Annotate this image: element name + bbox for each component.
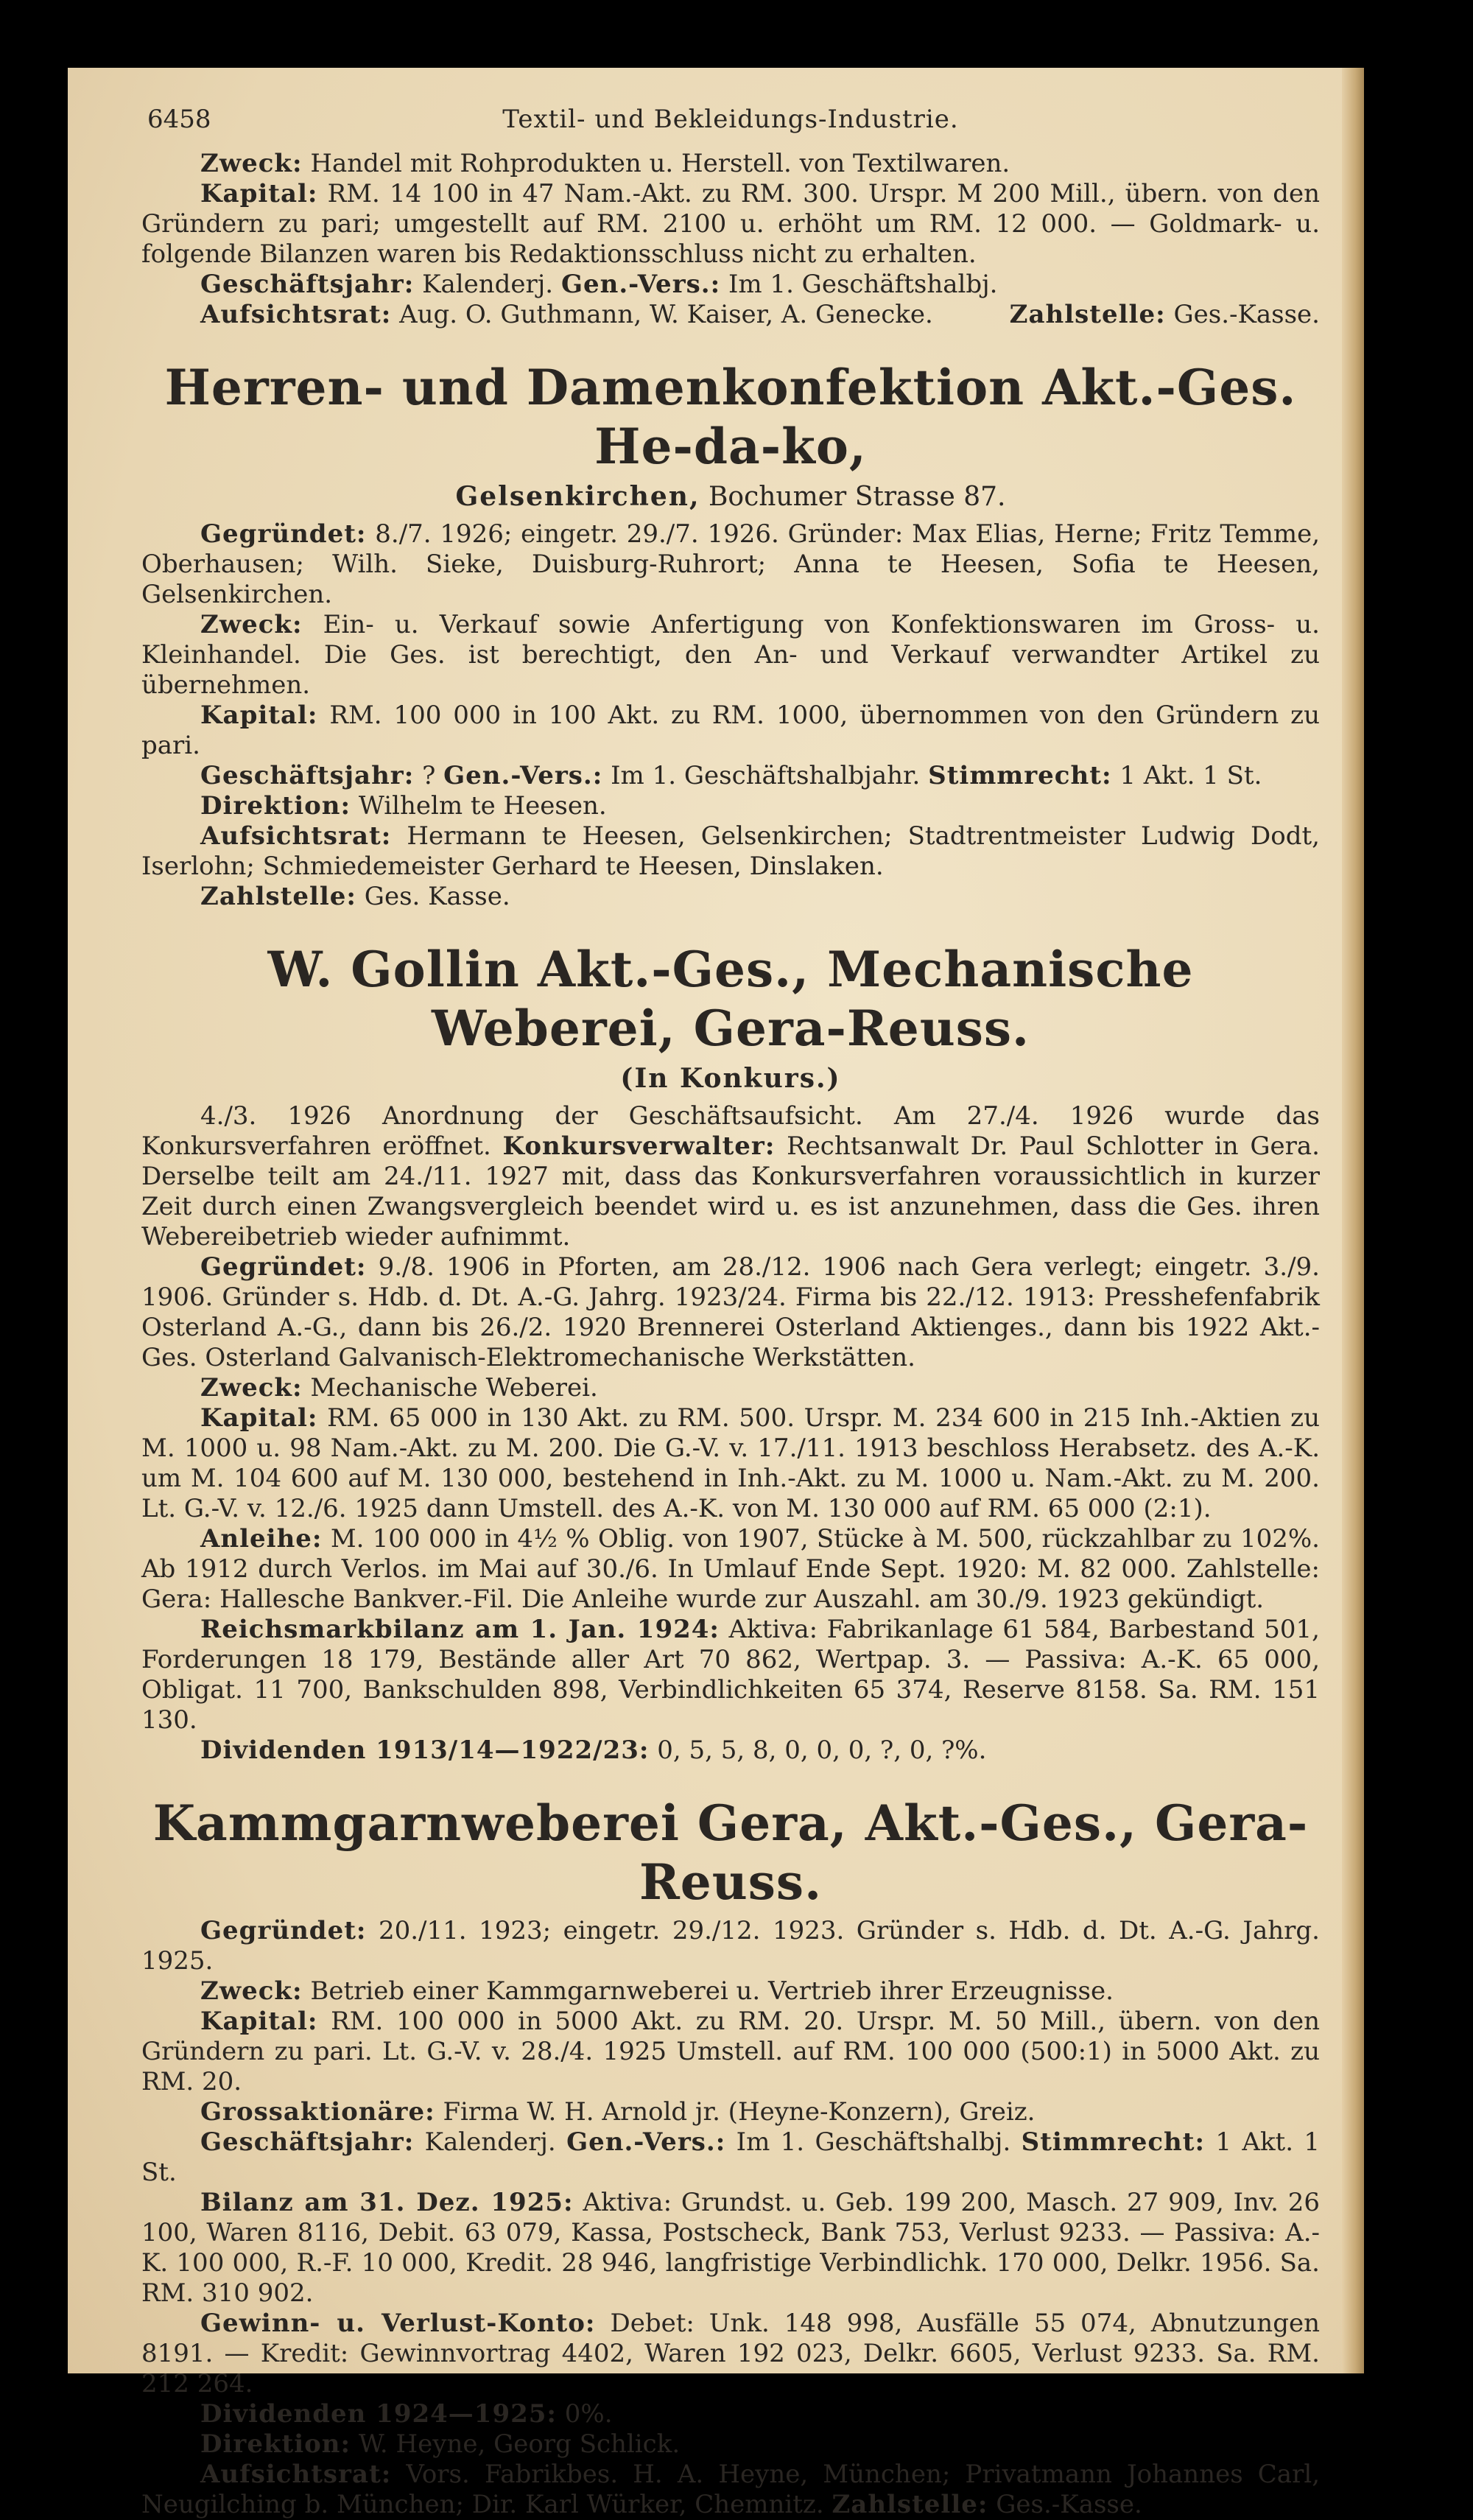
dividenden-text: 0, 5, 5, 8, 0, 0, 0, ?, 0, ?%.	[657, 1735, 987, 1765]
gv-label: Gen.-Vers.:	[566, 2127, 726, 2157]
zahlstelle-label: Zahlstelle:	[200, 882, 356, 911]
entry-hedako	[141, 358, 1320, 912]
geschaeftsjahr-label: Geschäftsjahr:	[200, 2127, 415, 2157]
gegruendet-paragraph	[141, 519, 1320, 610]
zahlstelle-text: Ges. Kasse.	[364, 882, 510, 911]
aufsichtsrat-paragraph	[141, 300, 933, 330]
geschaeftsjahr-text: Kalenderj.	[424, 2127, 556, 2157]
geschaeftsjahr-label: Geschäftsjahr:	[200, 761, 415, 790]
aufsichtsrat-text: Hermann te Heesen, Gelsenkirchen; Stadtrentmeister Ludwig Dodt, Iserlohn; Schmiedemeister Gerhard te Heesen, Dinslaken.	[141, 821, 1320, 881]
geschaeftsjahr-label: Geschäftsjahr:	[200, 270, 415, 299]
grossaktionaere-paragraph	[141, 2097, 1320, 2127]
dividenden-paragraph	[141, 2399, 1320, 2429]
company-title: W. Gollin Akt.-Ges., Mechanische Weberei, Gera-Reuss.	[267, 941, 1194, 1057]
company-title: Herren- und Damenkonfektion Akt.-Ges. He-da-ko,	[164, 359, 1297, 475]
page-number: 6458	[147, 105, 211, 134]
guv-paragraph	[141, 2309, 1320, 2399]
geschaeftsjahr-paragraph	[141, 2127, 1320, 2188]
zahlstelle-paragraph	[1010, 300, 1320, 330]
intro-text-a: 4./3. 1926 Anordnung der Geschäftsaufsicht. Am 27./4. 1926 wurde das Konkursverfahren eröffnet.	[141, 1101, 1320, 1161]
kapital-paragraph	[141, 701, 1320, 761]
stimmrecht-text: 1 Akt. 1 St.	[141, 2127, 1321, 2187]
intro-paragraph	[141, 1101, 1320, 1252]
gv-label: Gen.-Vers.:	[443, 761, 603, 790]
geschaeftsjahr-paragraph	[141, 761, 1320, 791]
konkursverwalter-label: Konkursverwalter:	[502, 1131, 776, 1161]
running-title: Textil- und Bekleidungs-Industrie.	[502, 105, 959, 134]
guv-label: Gewinn- u. Verlust-Konto:	[200, 2309, 596, 2338]
aufsichtsrat-paragraph	[141, 821, 1320, 882]
entry-gollin	[141, 940, 1320, 1766]
direktion-label: Direktion:	[200, 2429, 351, 2459]
running-header	[141, 90, 1320, 149]
dividenden-label: Dividenden 1924—1925:	[200, 2399, 557, 2429]
guv-text: Debet: Unk. 148 998, Ausfälle 55 074, Abnutzungen 8191. — Kredit: Gewinnvortrag 4402, Waren 192 023, Delkr. 6605, Verlust 9233. Sa. RM. 212 264.	[141, 2309, 1320, 2398]
gegruendet-text: 8./7. 1926; eingetr. 29./7. 1926. Gründer: Max Elias, Herne; Fritz Temme, Oberhausen; Wilh. Sieke, Duisburg-Ruhrort; Anna te Heesen, Sofia te Heesen, Gelsenkirchen.	[141, 519, 1320, 609]
zahlstelle-paragraph	[141, 882, 1320, 912]
dividenden-label: Dividenden 1913/14—1922/23:	[200, 1735, 650, 1765]
geschaeftsjahr-text: ?	[422, 761, 436, 790]
gv-text: Im 1. Geschäftshalbj.	[736, 2127, 1011, 2157]
aufsichtsrat-label: Aufsichtsrat:	[200, 2460, 392, 2489]
stimmrecht-label: Stimmrecht:	[1021, 2127, 1206, 2157]
direktion-text: Wilhelm te Heesen.	[358, 791, 607, 821]
kapital-text: RM. 100 000 in 5000 Akt. zu RM. 20. Urspr. M. 50 Mill., übern. von den Gründern zu pari. Lt. G.-V. v. 28./4. 1925 Umstell. auf RM. 100 000 (500:1) in 5000 Akt. zu RM. 20.	[141, 2007, 1320, 2096]
kapital-paragraph	[141, 2007, 1320, 2097]
zweck-label: Zweck:	[200, 610, 303, 639]
stimmrecht-text: 1 Akt. 1 St.	[1119, 761, 1262, 790]
zahlstelle-label: Zahlstelle:	[1009, 300, 1166, 329]
aufsichtsrat-row	[141, 300, 1320, 330]
zweck-text: Mechanische Weberei.	[310, 1373, 598, 1403]
gegruendet-paragraph	[141, 1916, 1320, 1976]
company-status	[141, 1062, 1320, 1095]
dividenden-text: 0%.	[564, 2399, 613, 2429]
aufsichtsrat-text: Aug. O. Guthmann, W. Kaiser, A. Genecke.	[399, 300, 933, 329]
geschaeftsjahr-paragraph	[141, 270, 1320, 300]
company-title: Kammgarnweberei Gera, Akt.-Ges., Gera-Reuss.	[152, 1794, 1309, 1911]
zahlstelle-text: Ges.-Kasse.	[996, 2490, 1142, 2519]
company-location	[141, 480, 1320, 513]
zweck-text: Handel mit Rohprodukten u. Herstell. von Textilwaren.	[310, 149, 1010, 178]
zweck-label: Zweck:	[200, 1976, 303, 2006]
bilanz-label: Bilanz am 31. Dez. 1925:	[200, 2188, 574, 2217]
kapital-paragraph	[141, 1403, 1320, 1524]
zweck-paragraph	[141, 149, 1320, 179]
entry-continued	[141, 149, 1320, 330]
gegruendet-label: Gegründet:	[200, 519, 367, 549]
bilanz-text: Aktiva: Grundst. u. Geb. 199 200, Masch. 27 909, Inv. 26 100, Waren 8116, Debit. 63 079, Kassa, Postscheck, Bank 753, Verlust 9233. — Passiva: A.-K. 100 000, R.-F. 10 000, Kredit. 28 946, langfristige Verbindlichk. 170 000, Delkr. 1956. Sa. RM. 310 902.	[141, 2188, 1320, 2308]
zweck-label: Zweck:	[200, 1373, 303, 1403]
kapital-label: Kapital:	[200, 1403, 318, 1433]
kapital-text: RM. 14 100 in 47 Nam.-Akt. zu RM. 300. Urspr. M 200 Mill., übern. von den Gründern zu pari; umgestellt auf RM. 2100 u. erhöht um RM. 12 000. — Goldmark- u. folgende Bilanzen waren bis Redaktionsschluss nicht zu erhalten.	[141, 179, 1320, 269]
company-city: Gelsenkirchen,	[455, 481, 700, 512]
zweck-text: Ein- u. Verkauf sowie Anfertigung von Konfektionswaren im Gross- u. Kleinhandel. Die Ges. ist berechtigt, den An- und Verkauf verwandter Artikel zu übernehmen.	[141, 610, 1320, 700]
entry-kammgarnweberei	[141, 1794, 1320, 2520]
bilanz-label: Reichsmarkbilanz am 1. Jan. 1924:	[200, 1615, 720, 1644]
stimmrecht-label: Stimmrecht:	[928, 761, 1112, 790]
direktion-label: Direktion:	[200, 791, 351, 821]
intro-text-b: Rechtsanwalt Dr. Paul Schlotter in Gera. Derselbe teilt am 24./11. 1927 mit, dass das Konkursverfahren voraussichtlich in kurzer Zeit durch einen Zwangsvergleich beendet wird u. es ist anzunehmen, dass die Ges. ihren Webereibetrieb wieder aufnimmt.	[141, 1131, 1320, 1252]
company-address: Bochumer Strasse 87.	[708, 482, 1006, 512]
grossaktionaere-label: Grossaktionäre:	[200, 2097, 435, 2127]
aufsichtsrat-paragraph	[141, 2460, 1320, 2520]
kapital-label: Kapital:	[200, 2007, 318, 2036]
gv-label: Gen.-Vers.:	[560, 270, 721, 299]
aufsichtsrat-label: Aufsichtsrat:	[200, 821, 392, 851]
gv-text: Im 1. Geschäftshalbjahr.	[611, 761, 921, 790]
zweck-paragraph	[141, 1976, 1320, 2007]
zweck-paragraph	[141, 1373, 1320, 1403]
gegruendet-text: 20./11. 1923; eingetr. 29./12. 1923. Gründer s. Hdb. d. Dt. A.-G. Jahrg. 1925.	[141, 1916, 1320, 1976]
geschaeftsjahr-text: Kalenderj.	[422, 270, 554, 299]
grossaktionaere-text: Firma W. H. Arnold jr. (Heyne-Konzern), Greiz.	[443, 2097, 1036, 2127]
anleihe-paragraph	[141, 1524, 1320, 1615]
gegruendet-label: Gegründet:	[200, 1916, 367, 1945]
aufsichtsrat-text: Vors. Fabrikbes. H. A. Heyne, München; Privatmann Johannes Carl, Neugilching b. München; Dir. Karl Würker, Chemnitz.	[141, 2460, 1321, 2519]
dividenden-paragraph	[141, 1735, 1320, 1766]
kapital-text: RM. 65 000 in 130 Akt. zu RM. 500. Urspr. M. 234 600 in 215 Inh.-Aktien zu M. 1000 u. 98 Nam.-Akt. zu M. 200. Die G.-V. v. 17./11. 1913 beschloss Herabsetz. des A.-K. um M. 104 600 auf M. 130 000, bestehend in Inh.-Akt. zu M. 1000 u. Nam.-Akt. zu M. 200. Lt. G.-V. v. 12./6. 1925 dann Umstell. des A.-K. von M. 130 000 auf RM. 65 000 (2:1).	[141, 1403, 1320, 1523]
direktion-text: W. Heyne, Georg Schlick.	[358, 2429, 681, 2459]
gegruendet-label: Gegründet:	[200, 1252, 367, 1282]
gegruendet-paragraph	[141, 1252, 1320, 1373]
bilanz-paragraph	[141, 1615, 1320, 1735]
status-text: (In Konkurs.)	[620, 1063, 841, 1094]
gegruendet-text: 9./8. 1906 in Pforten, am 28./12. 1906 nach Gera verlegt; eingetr. 3./9. 1906. Gründer s. Hdb. d. Dt. A.-G. Jahrg. 1923/24. Firma bis 22./12. 1913: Presshefenfabrik Osterland A.-G., dann bis 26./2. 1920 Brennerei Osterland Aktienges., dann bis 1922 Akt.-Ges. Osterland Galvanisch-Elektromechanische Werkstätten.	[141, 1252, 1320, 1372]
anleihe-text: M. 100 000 in 4½ % Oblig. von 1907, Stücke à M. 500, rückzahlbar zu 102%. Ab 1912 durch Verlos. im Mai auf 30./6. In Umlauf Ende Sept. 1920: M. 82 000. Zahlstelle: Gera: Hallesche Bankver.-Fil. Die Anleihe wurde zur Auszahl. am 30./9. 1923 gekündigt.	[141, 1524, 1320, 1614]
aufsichtsrat-label: Aufsichtsrat:	[200, 300, 392, 329]
direktion-paragraph	[141, 2429, 1320, 2460]
page-spine-shadow	[1342, 68, 1364, 2373]
direktion-paragraph	[141, 791, 1320, 821]
book-page	[68, 68, 1364, 2519]
zweck-text: Betrieb einer Kammgarnweberei u. Vertrieb ihrer Erzeugnisse.	[310, 1976, 1114, 2006]
anleihe-label: Anleihe:	[200, 1524, 323, 1554]
kapital-label: Kapital:	[200, 701, 318, 730]
kapital-label: Kapital:	[200, 179, 318, 208]
kapital-text: RM. 100 000 in 100 Akt. zu RM. 1000, übernommen von den Gründern zu pari.	[141, 701, 1320, 760]
bilanz-paragraph	[141, 2188, 1320, 2309]
zahlstelle-label: Zahlstelle:	[832, 2490, 988, 2519]
kapital-paragraph	[141, 179, 1320, 270]
zweck-label: Zweck:	[200, 149, 303, 178]
zweck-paragraph	[141, 610, 1320, 701]
bilanz-text: Aktiva: Fabrikanlage 61 584, Barbestand 501, Forderungen 18 179, Bestände aller Art 70 862, Wertpap. 3. — Passiva: A.-K. 65 000, Obligat. 11 700, Bankschulden 898, Verbindlichkeiten 65 374, Reserve 8158. Sa. RM. 151 130.	[141, 1615, 1320, 1735]
gv-text: Im 1. Geschäftshalbj.	[728, 270, 998, 299]
zahlstelle-text: Ges.-Kasse.	[1173, 300, 1320, 329]
page-content	[141, 90, 1320, 2520]
